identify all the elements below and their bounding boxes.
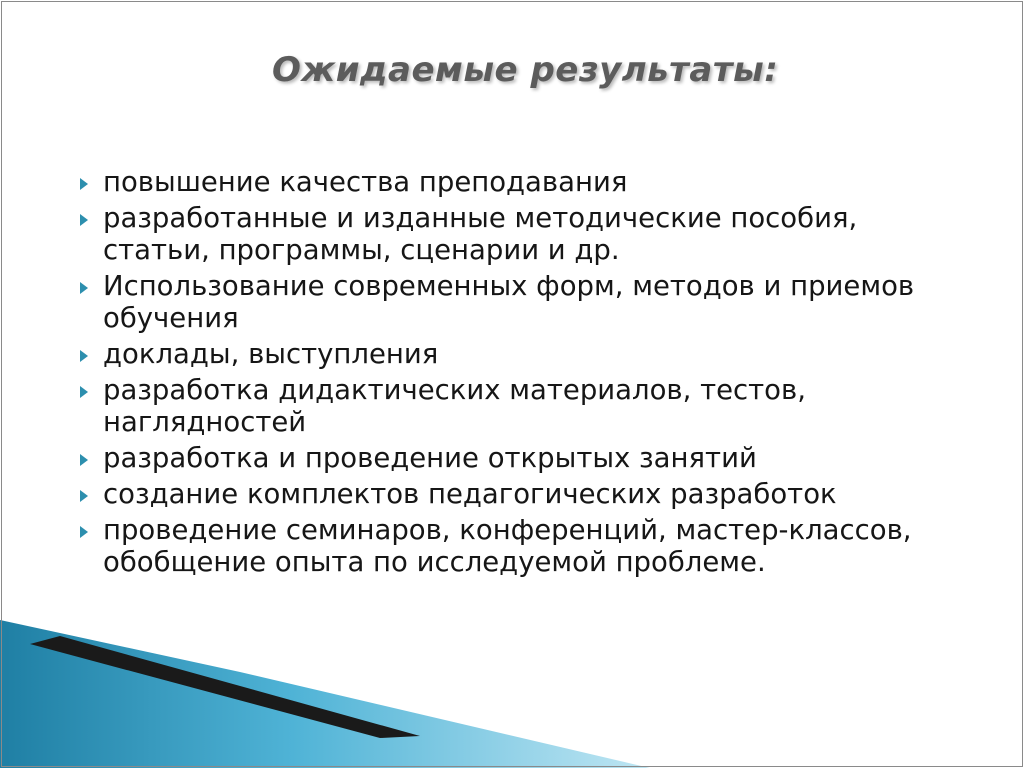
list-item (72, 202, 972, 266)
list-item-text: разработка дидактических материалов, тестов, наглядностей (103, 374, 806, 438)
triangle-right-icon (80, 386, 88, 398)
triangle-right-icon (80, 490, 88, 502)
list-item-text: повышение качества преподавания (103, 166, 628, 198)
slide-title: Ожидаемые результаты: (272, 50, 779, 90)
bullet-list (72, 166, 972, 582)
list-item (72, 338, 972, 370)
list-item-text: создание комплектов педагогических разработок (103, 478, 837, 510)
swoosh-blue-band (0, 620, 650, 768)
list-item (72, 270, 972, 334)
list-item-text: доклады, выступления (103, 338, 439, 370)
triangle-right-icon (80, 214, 88, 226)
list-item (72, 166, 972, 198)
triangle-right-icon (80, 454, 88, 466)
triangle-right-icon (80, 178, 88, 190)
list-item-text: разработка и проведение открытых занятий (103, 442, 757, 474)
list-item (72, 374, 972, 438)
list-item (72, 478, 972, 510)
triangle-right-icon (80, 350, 88, 362)
decorative-swoosh (0, 618, 1024, 768)
list-item (72, 514, 972, 578)
triangle-right-icon (80, 282, 88, 294)
triangle-right-icon (80, 526, 88, 538)
list-item (72, 442, 972, 474)
list-item-text: Использование современных форм, методов и приемов обучения (103, 270, 915, 334)
list-item-text: проведение семинаров, конференций, мастер-классов, обобщение опыта по исследуемой проблеме. (103, 514, 912, 578)
list-item-text: разработанные и изданные методические пособия, статьи, программы, сценарии и др. (103, 202, 858, 266)
